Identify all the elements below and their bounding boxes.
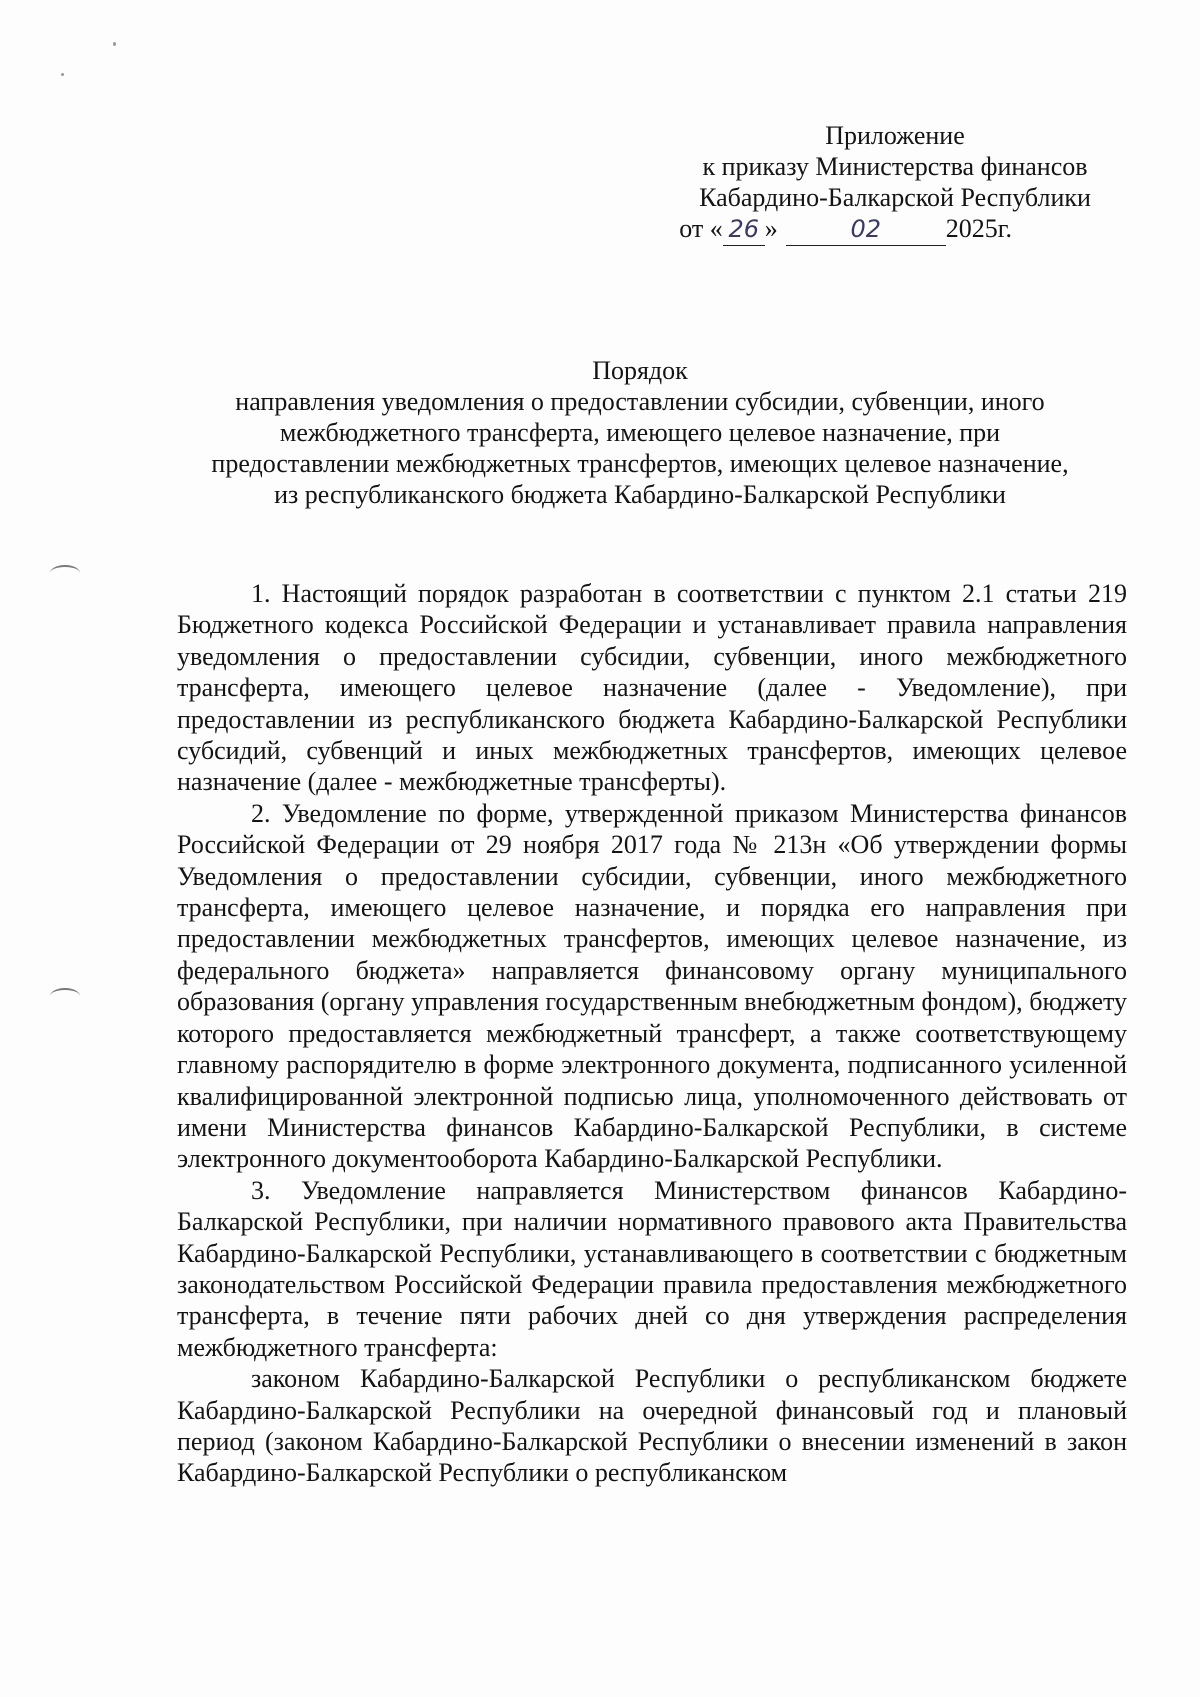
scan-speck — [61, 73, 64, 76]
heading-line: из республиканского бюджета Кабардино-Балкарской Республики — [274, 480, 1006, 509]
hole-punch-mark — [50, 988, 80, 1004]
appendix-republic-line: Кабардино-Балкарской Республики — [699, 183, 1091, 212]
paragraph-1: 1. Настоящий порядок разработан в соответствии с пунктом 2.1 статьи 219 Бюджетного кодекса Российской Федерации и устанавливает правила направления уведомления о предоставлении субсидии, субвенции, иного межбюджетного трансферта, имеющего целевое назначение (далее - Уведомление), при предоставлении из республиканского бюджета Кабардино-Балкарской Республики субсидий, субвенций и иных межбюджетных трансфертов, имеющих целевое назначение (далее - межбюджетные трансферты). — [177, 579, 1127, 797]
date-year: 2025г. — [945, 214, 1012, 243]
document-heading — [160, 355, 1120, 510]
date-prefix: от « — [679, 214, 723, 243]
date-mid: » — [764, 214, 778, 243]
hole-punch-mark — [50, 565, 80, 581]
paragraph-3: 3. Уведомление направляется Министерством финансов Кабардино-Балкарской Республики, при наличии нормативного правового акта Правительства Кабардино-Балкарской Республики, устанавливающего в соответствии с бюджетным законодательством Российской Федерации правила предоставления межбюджетного трансферта, в течение пяти рабочих дней со дня утверждения распределения межбюджетного трансферта: — [177, 1175, 1127, 1362]
heading-line: межбюджетного трансферта, имеющего целевое назначение, при — [279, 418, 1001, 447]
appendix-header — [660, 120, 1130, 246]
appendix-order-line: к приказу Министерства финансов — [702, 152, 1088, 181]
document-body — [177, 578, 1127, 1489]
heading-title: Порядок — [592, 356, 688, 385]
scan-speck — [113, 42, 116, 46]
paragraph-2: 2. Уведомление по форме, утвержденной приказом Министерства финансов Российской Федерации от 29 ноября 2017 года № 213н «Об утверждении формы Уведомления о предоставлении субсидии, субвенции, иного межбюджетного трансферта, имеющего целевое назначение, и порядка его направления при предоставлении межбюджетных трансфертов, имеющих целевое назначение, из федерального бюджета» направляется финансовому органу муниципального образования (органу управления государственным внебюджетным фондом), бюджету которого предоставляется межбюджетный трансферт, а также соответствующему главному распорядителю в форме электронного документа, подписанного усиленной квалифицированной электронной подписью лица, уполномоченного действовать от имени Министерства финансов Кабардино-Балкарской Республики, в системе электронного документооборота Кабардино-Балкарской Республики. — [177, 798, 1127, 1174]
appendix-title: Приложение — [825, 121, 965, 150]
handwritten-month: 02 — [786, 214, 946, 246]
appendix-date-line — [660, 213, 1130, 246]
heading-line: предоставлении межбюджетных трансфертов, имеющих целевое назначение, — [211, 449, 1069, 478]
handwritten-day: 26 — [723, 214, 765, 246]
heading-line: направления уведомления о предоставлении субсидии, субвенции, иного — [235, 387, 1045, 416]
paragraph-4: законом Кабардино-Балкарской Республики о республиканском бюджете Кабардино-Балкарской Республики на очередной финансовый год и плановый период (законом Кабардино-Балкарской Республики о внесении изменений в закон Кабардино-Балкарской Республики о республиканском — [177, 1364, 1127, 1488]
